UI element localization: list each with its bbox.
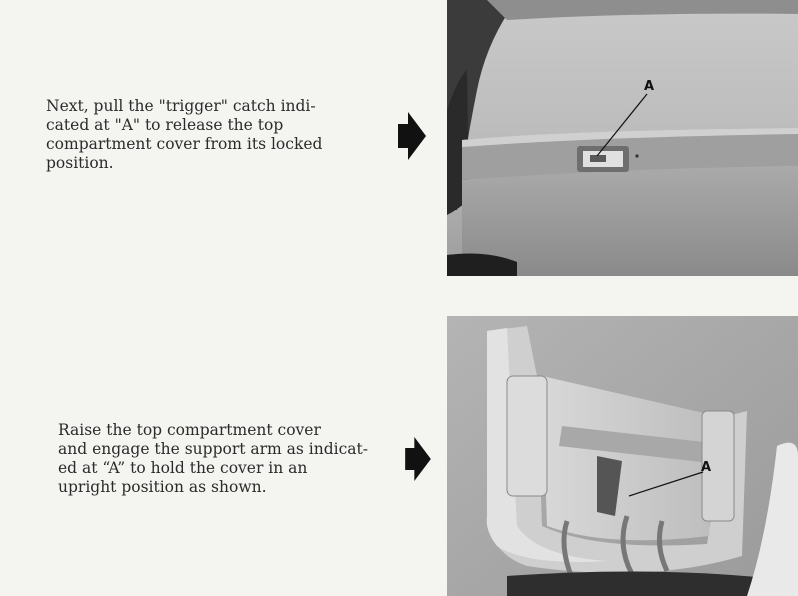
arrow-right-icon bbox=[398, 112, 426, 160]
step1-callout-label: A bbox=[644, 79, 655, 94]
step2-instruction bbox=[58, 421, 396, 497]
step2-callout-label: A bbox=[701, 460, 712, 475]
step1-line: compartment cover from its locked bbox=[46, 135, 323, 153]
support-arm-photo bbox=[447, 316, 798, 596]
step1-instruction bbox=[46, 97, 382, 173]
step2-line: upright position as shown. bbox=[58, 478, 267, 496]
step2-line: ed at “A” to hold the cover in an bbox=[58, 459, 308, 477]
step2-line: Raise the top compartment cover bbox=[58, 421, 321, 439]
step1-line: Next, pull the "trigger" catch indi- bbox=[46, 97, 316, 115]
step1-line: position. bbox=[46, 154, 114, 172]
trigger-catch-photo bbox=[447, 0, 798, 276]
step2-line: and engage the support arm as indicat- bbox=[58, 440, 369, 458]
arrow-right-icon bbox=[405, 437, 431, 481]
step1-line: cated at "A" to release the top bbox=[46, 116, 284, 134]
